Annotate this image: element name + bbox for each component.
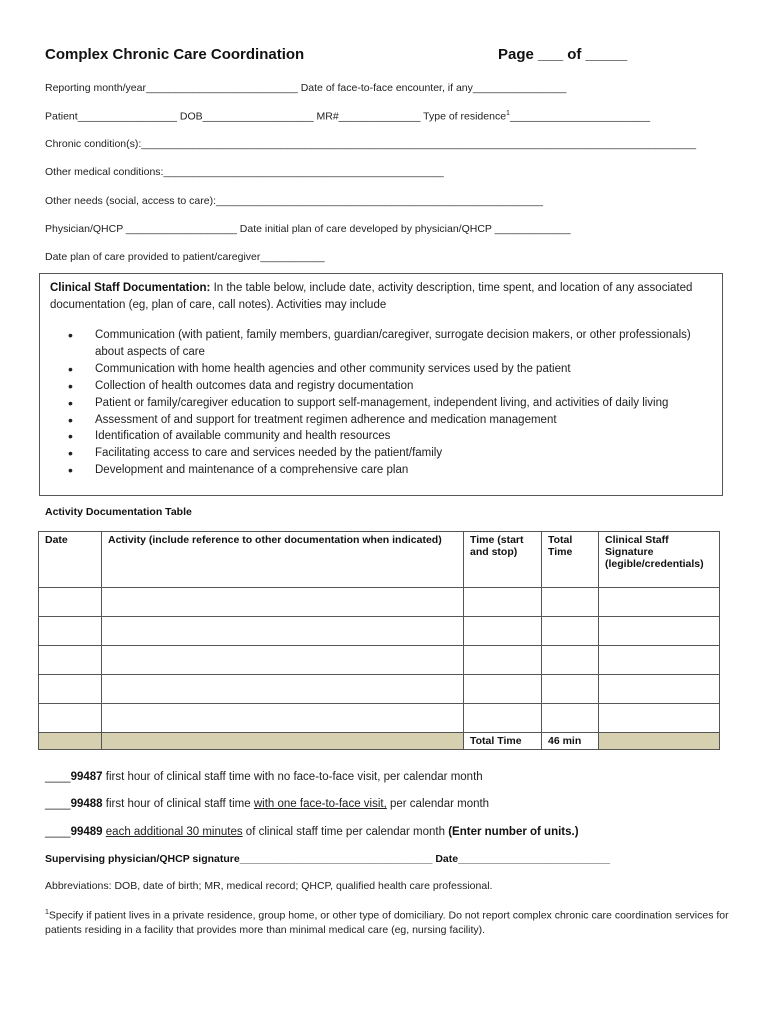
- total-shaded-cell: [39, 733, 102, 750]
- code-99489-units-note: (Enter number of units.): [448, 826, 579, 838]
- code-99488: 99488: [70, 798, 103, 810]
- table-cell[interactable]: [102, 675, 464, 704]
- code-99489-blank: ____: [45, 826, 71, 838]
- header: [45, 46, 645, 66]
- table-cell[interactable]: [542, 675, 599, 704]
- code-99489: 99489: [70, 826, 103, 838]
- abbreviations: Abbreviations: DOB, date of birth; MR, medical record; QHCP, qualified health care professional.: [45, 880, 493, 892]
- residence-footnote-mark: 1: [506, 110, 510, 117]
- footnote-mark: 1: [45, 909, 49, 916]
- table-cell[interactable]: [39, 588, 102, 617]
- plan-provided-field[interactable]: Date plan of care provided to patient/caregiver___________: [45, 251, 325, 263]
- table-cell[interactable]: [464, 588, 542, 617]
- code-99488-desc-post: per calendar month: [386, 798, 490, 810]
- code-99487: 99487: [70, 771, 103, 783]
- activity-table-title: Activity Documentation Table: [45, 506, 192, 518]
- table-row: [39, 646, 720, 675]
- table-cell[interactable]: [102, 588, 464, 617]
- reporting-month-field[interactable]: Reporting month/year__________________________ Date of face-to-face encounter, if any________________: [45, 82, 567, 94]
- table-cell[interactable]: [542, 617, 599, 646]
- table-cell[interactable]: [464, 646, 542, 675]
- code-99488-blank: ____: [45, 798, 71, 810]
- activity-bullet-list: [68, 327, 708, 479]
- table-cell[interactable]: [102, 704, 464, 733]
- table-cell[interactable]: [464, 675, 542, 704]
- table-cell[interactable]: [464, 617, 542, 646]
- table-cell[interactable]: [599, 675, 720, 704]
- bullet-item: • Development and maintenance of a comprehensive care plan: [68, 462, 708, 479]
- code-99489-line[interactable]: [45, 826, 579, 838]
- patient-info-field[interactable]: [45, 110, 650, 123]
- total-label: Total Time: [464, 733, 542, 750]
- signature-line[interactable]: Supervising physician/QHCP signature_________________________________ Date__________________________: [45, 853, 610, 865]
- code-99489-desc: of clinical staff time per calendar month: [242, 826, 449, 838]
- table-cell[interactable]: [542, 588, 599, 617]
- activity-table: [38, 531, 720, 750]
- code-99487-line[interactable]: [45, 771, 483, 783]
- table-header-row: [39, 532, 720, 588]
- chronic-conditions-field[interactable]: Chronic condition(s):_______________________________________________________________________________________________: [45, 138, 697, 150]
- bullet-item: • Communication with home health agencies and other community services used by the patient: [68, 361, 708, 378]
- col-header-signature: Clinical Staff Signature (legible/credentials): [599, 532, 720, 588]
- code-99488-underlined: with one face-to-face visit,: [253, 798, 387, 810]
- code-99489-underlined: each additional 30 minutes: [105, 826, 243, 838]
- table-cell[interactable]: [464, 704, 542, 733]
- table-cell[interactable]: [542, 646, 599, 675]
- code-99487-desc: first hour of clinical staff time with no face-to-face visit, per calendar month: [102, 771, 483, 783]
- col-header-time: Time (start and stop): [464, 532, 542, 588]
- table-cell[interactable]: [39, 617, 102, 646]
- form-title: Complex Chronic Care Coordination: [45, 46, 305, 63]
- bullet-item: • Assessment of and support for treatment regimen adherence and medication management: [68, 412, 708, 429]
- total-shaded-cell: [102, 733, 464, 750]
- table-row: [39, 617, 720, 646]
- table-row: [39, 588, 720, 617]
- other-needs-field[interactable]: Other needs (social, access to care):________________________________________________________: [45, 195, 544, 207]
- clinical-staff-box: [39, 273, 723, 496]
- table-cell[interactable]: [599, 617, 720, 646]
- table-cell[interactable]: [39, 704, 102, 733]
- table-cell[interactable]: [39, 675, 102, 704]
- table-cell[interactable]: [599, 646, 720, 675]
- page-of-field[interactable]: Page ___ of _____: [498, 46, 628, 63]
- patient-info-text: Patient_________________ DOB___________________ MR#______________ Type of residence: [45, 110, 507, 123]
- bullet-item: • Identification of available community and health resources: [68, 428, 708, 445]
- table-cell[interactable]: [39, 646, 102, 675]
- col-header-activity: Activity (include reference to other documentation when indicated): [102, 532, 464, 588]
- total-row: [39, 733, 720, 750]
- code-99488-desc-pre: first hour of clinical staff time: [102, 798, 254, 810]
- physician-field[interactable]: Physician/QHCP ___________________ Date initial plan of care developed by physician/QHCP _____________: [45, 223, 571, 235]
- bullet-item: • Patient or family/caregiver education to support self-management, independent living, and activities of daily living: [68, 395, 708, 412]
- footnote: [45, 906, 735, 937]
- clinical-staff-intro-text: In the table below, include date, activity description, time spent, and location of any associated documentation (eg, plan of care, call notes). Activities may include: [50, 282, 693, 311]
- code-99488-line[interactable]: [45, 798, 489, 810]
- table-cell[interactable]: [102, 646, 464, 675]
- col-header-total-time: Total Time: [542, 532, 599, 588]
- footnote-text: Specify if patient lives in a private residence, group home, or other type of domiciliary. Do not report complex chronic care coordination services for patients residing in a facility that provides more than minimal medical care (eg, nursing facility).: [45, 909, 729, 936]
- table-cell[interactable]: [599, 588, 720, 617]
- table-row: [39, 704, 720, 733]
- clinical-staff-heading: Clinical Staff Documentation:: [50, 282, 211, 294]
- table-row: [39, 675, 720, 704]
- clinical-staff-intro: [50, 280, 714, 314]
- table-cell[interactable]: [542, 704, 599, 733]
- table-cell[interactable]: [599, 704, 720, 733]
- code-99487-blank: ____: [45, 771, 71, 783]
- col-header-date: Date: [39, 532, 102, 588]
- total-shaded-cell: [599, 733, 720, 750]
- bullet-item: • Collection of health outcomes data and registry documentation: [68, 378, 708, 395]
- table-cell[interactable]: [102, 617, 464, 646]
- residence-blank: ________________________: [509, 110, 651, 123]
- bullet-item: • Facilitating access to care and services needed by the patient/family: [68, 445, 708, 462]
- bullet-item: • Communication (with patient, family members, guardian/caregiver, surrogate decision makers, or other professionals) about aspects of care: [68, 327, 708, 361]
- total-value[interactable]: 46 min: [542, 733, 599, 750]
- other-medical-field[interactable]: Other medical conditions:________________________________________________: [45, 166, 444, 178]
